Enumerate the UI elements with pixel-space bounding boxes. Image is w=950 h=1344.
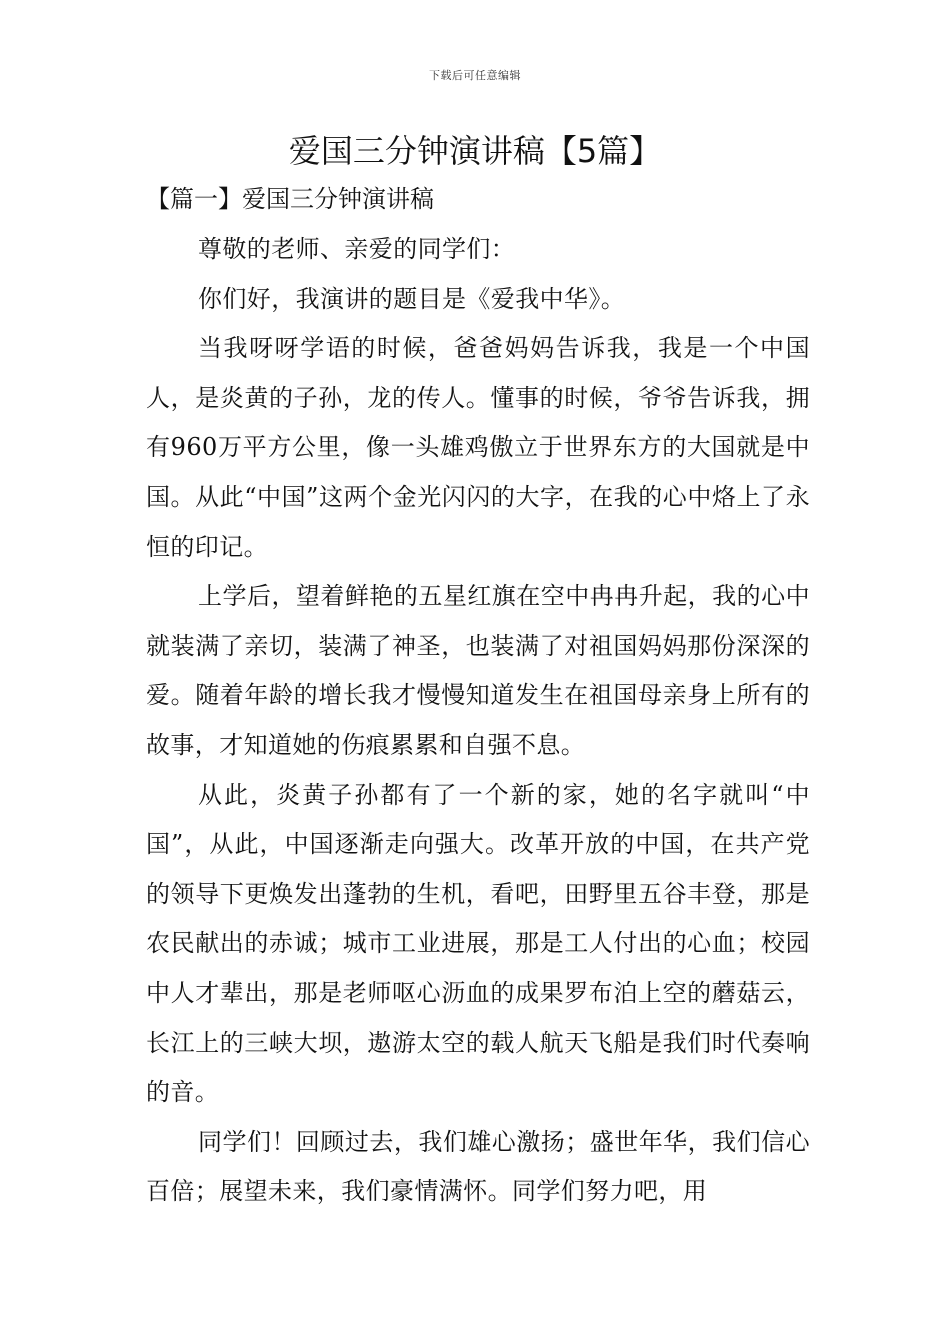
section-heading: 【篇一】爱国三分钟演讲稿 — [146, 185, 434, 213]
header-note: 下载后可任意编辑 — [429, 69, 521, 82]
paragraph-school: 上学后，望着鲜艳的五星红旗在空中冉冉升起，我的心中就装满了亲切，装满了神圣，也装满了对祖国妈妈那份深深的爱。随着年龄的增长我才慢慢知道发生在祖国母亲身上所有的故事，才知道她的伤痕累累和自强不息。 — [146, 582, 810, 759]
paragraph-greeting: 尊敬的老师、亲爱的同学们： — [198, 235, 516, 263]
paragraph-new-china: 从此，炎黄子孙都有了一个新的家，她的名字就叫“中国”，从此，中国逐渐走向强大。改革开放的中国，在共产党的领导下更焕发出蓬勃的生机，看吧，田野里五谷丰登，那是农民献出的赤诚；城市工业进展，那是工人付出的心血；校园中人才辈出，那是老师呕心沥血的成果罗布泊上空的蘑菇云，长江上的三峡大坝，遨游太空的载人航天飞船是我们时代奏响的音。 — [146, 780, 810, 1107]
paragraph-childhood: 当我呀呀学语的时候，爸爸妈妈告诉我，我是一个中国人，是炎黄的子孙，龙的传人。懂事的时候，爷爷告诉我，拥有960万平方公里，像一头雄鸡傲立于世界东方的大国就是中国。从此“中国”这两个金光闪闪的大字，在我的心中烙上了永恒的印记。 — [146, 334, 810, 561]
paragraph-call-to-action: 同学们！回顾过去，我们雄心激扬；盛世年华，我们信心百倍；展望未来，我们豪情满怀。同学们努力吧，用 — [146, 1127, 810, 1206]
body-text — [146, 225, 810, 1217]
document-title: 爱国三分钟演讲稿【5篇】 — [288, 132, 662, 170]
paragraph-topic: 你们好，我演讲的题目是《爱我中华》。 — [198, 284, 626, 313]
